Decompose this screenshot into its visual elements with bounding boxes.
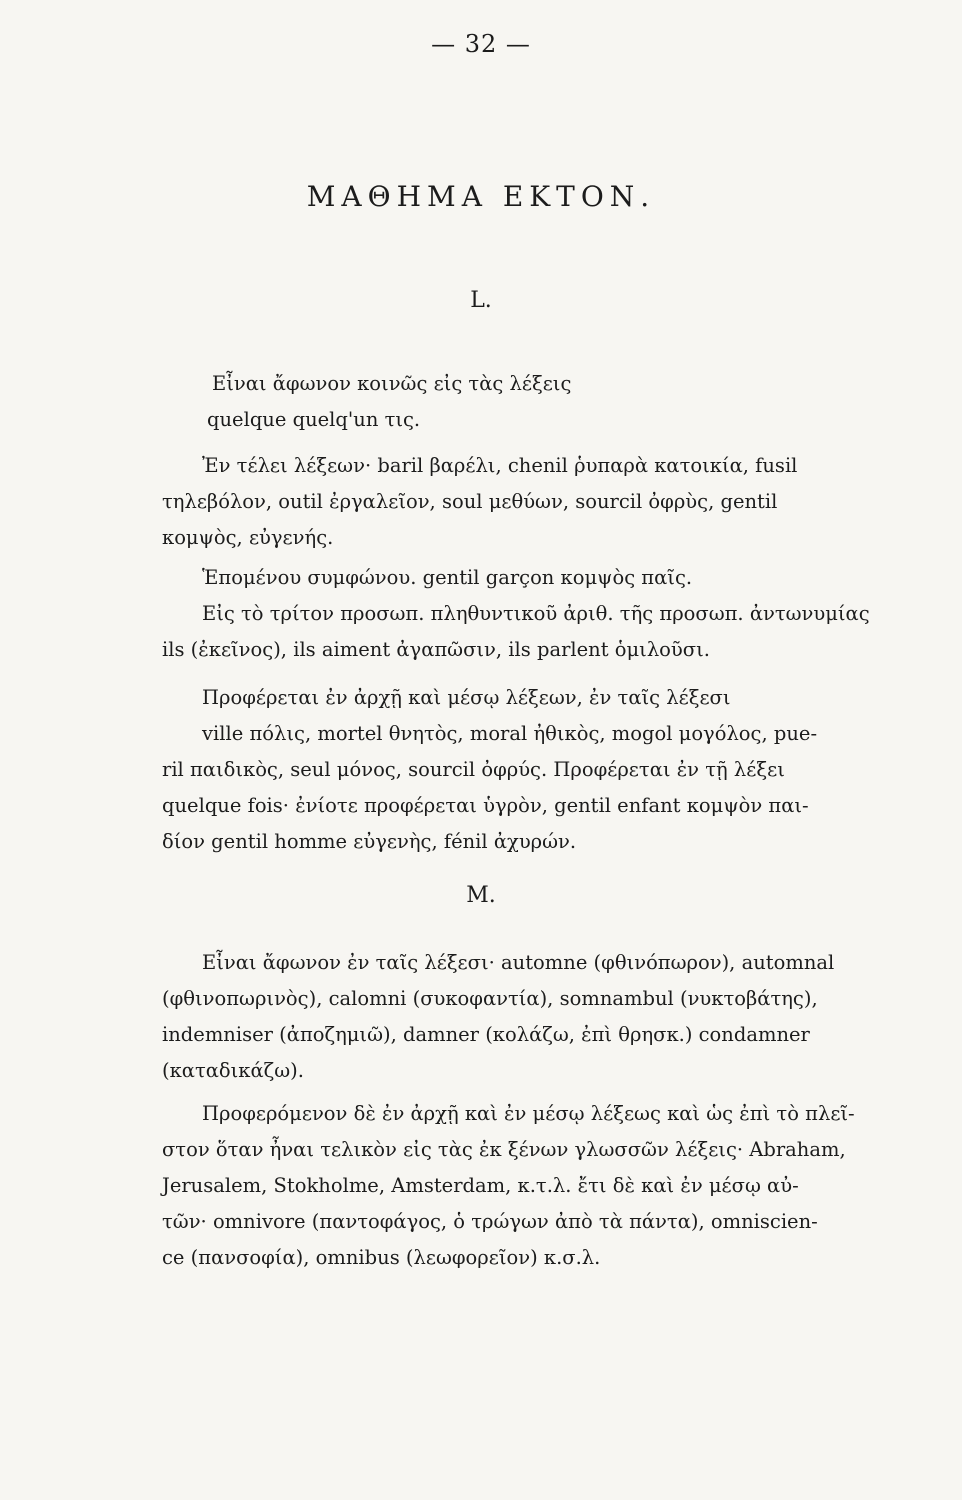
text-line: Ἐν τέλει λέξεων· baril βαρέλι, chenil ῥυπαρὰ κατοικία, fusil [202, 454, 798, 477]
text-line: ce (πανσοφία), omnibus (λεωφορεῖον) κ.σ.λ. [162, 1246, 601, 1269]
paragraph-l-3 [162, 560, 902, 596]
text-line: (καταδικάζω). [162, 1059, 304, 1082]
text-line: ils (ἐκεῖνος), ils aiment ἀγαπῶσιν, ils parlent ὁμιλοῦσι. [162, 638, 710, 661]
paragraph-l-2 [162, 448, 902, 556]
section-heading-m: M. [466, 883, 496, 908]
text-line: δίον gentil homme εὐγενὴς, fénil ἀχυρών. [162, 830, 577, 853]
text-line: quelque fois· ἐνίοτε προφέρεται ὑγρὸν, gentil enfant κομψὸν παι- [162, 794, 809, 817]
section-heading-l: L. [470, 288, 492, 313]
paragraph-l-5 [162, 680, 902, 860]
text-line: τηλεβόλον, outil ἐργαλεῖον, soul μεθύων, sourcil ὀφρὺς, gentil [162, 490, 778, 513]
text-line: Προφερόμενον δὲ ἐν ἀρχῇ καὶ ἐν μέσῳ λέξεως καὶ ὡς ἐπὶ τὸ πλεῖ- [202, 1102, 855, 1125]
text-line: Jerusalem, Stokholme, Amsterdam, κ.τ.λ. ἔτι δὲ καὶ ἐν μέσῳ αὐ- [162, 1174, 799, 1197]
paragraph-m-1 [162, 945, 902, 1089]
text-line: ril παιδικὸς, seul μόνος, sourcil ὀφρύς. Προφέρεται ἐν τῇ λέξει [162, 758, 785, 781]
text-line: κομψὸς, εὐγενής. [162, 526, 334, 549]
text-line: στον ὅταν ἦναι τελικὸν εἰς τὰς ἐκ ξένων γλωσσῶν λέξεις· Abraham, [162, 1138, 846, 1161]
text-line: Εἶναι ἄφωνον ἐν ταῖς λέξεσι· automne (φθινόπωρον), automnal [202, 951, 835, 974]
text-line: quelque quelq'un τις. [207, 408, 421, 431]
text-line: (φθινοπωρινὸς), calomni (συκοφαντία), somnambul (νυκτοβάτης), [162, 987, 818, 1010]
text-line: Ἑπομένου συμφώνου. gentil garçon κομψὸς παῖς. [202, 566, 693, 589]
paragraph-l-1 [162, 366, 902, 438]
text-line: ville πόλις, mortel θνητὸς, moral ἠθικὸς, mogol μογόλος, pue- [202, 722, 818, 745]
paragraph-m-2 [162, 1096, 902, 1276]
text-line: τῶν· omnivore (παντοφάγος, ὁ τρώγων ἀπὸ τὰ πάντα), omniscien- [162, 1210, 818, 1233]
text-line: Εἰς τὸ τρίτον προσωπ. πληθυντικοῦ ἀριθ. τῆς προσωπ. ἀντωνυμίας [202, 602, 870, 625]
lesson-title: ΜΑΘΗΜΑ ΕΚΤΟΝ. [306, 180, 656, 213]
text-line: Εἶναι ἄφωνον κοινῶς εἰς τὰς λέξεις [212, 372, 572, 395]
text-line: Προφέρεται ἐν ἀρχῇ καὶ μέσῳ λέξεων, ἐν ταῖς λέξεσι [202, 686, 731, 709]
page-number: — 32 — [431, 30, 531, 58]
paragraph-l-4 [162, 596, 902, 668]
text-line: indemniser (ἀποζημιῶ), damner (κολάζω, ἐπὶ θρησκ.) condamner [162, 1023, 810, 1046]
